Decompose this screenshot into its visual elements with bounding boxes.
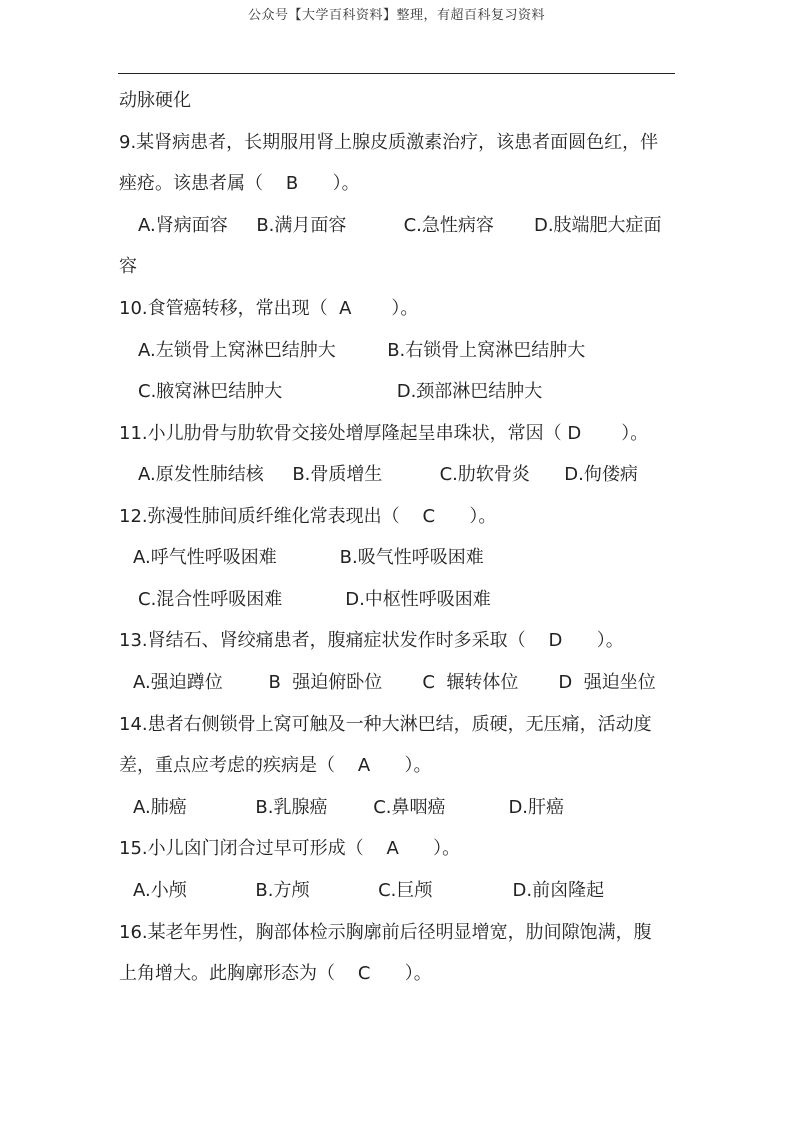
page-header: 公众号【大学百科资料】整理，有超百科复习资料 [247, 8, 545, 23]
question-16-stem-cont: 上角增大。此胸廓形态为（ C ）。 [119, 963, 432, 984]
question-13-stem: 13.肾结石、肾绞痛患者，腹痛症状发作时多采取（ D ）。 [119, 630, 624, 651]
question-11-options: A.原发性肺结核 B.骨质增生 C.肋软骨炎 D.佝偻病 [138, 464, 638, 485]
question-14-stem: 14.患者右侧锁骨上窝可触及一种大淋巴结，质硬，无压痛，活动度 [119, 714, 652, 735]
question-14-stem-cont: 差，重点应考虑的疾病是（ A ）。 [119, 755, 432, 776]
question-9-stem-cont: 痤疮。该患者属（ B ）。 [119, 173, 360, 194]
question-10-stem: 10.食管癌转移，常出现（ A ）。 [119, 298, 419, 319]
header-divider [118, 73, 675, 74]
question-16-stem: 16.某老年男性，胸部体检示胸廓前后径明显增宽，肋间隙饱满，腹 [119, 922, 652, 943]
question-9-stem: 9.某肾病患者，长期服用肾上腺皮质激素治疗，该患者面圆色红，伴 [119, 132, 659, 153]
question-9-options-cont: 容 [119, 256, 137, 277]
question-11-stem: 11.小儿肋骨与肋软骨交接处增厚隆起呈串珠状，常因（ D ）。 [119, 423, 649, 444]
question-9-options: A.肾病面容 B.满月面容 C.急性病容 D.肢端肥大症面 [138, 215, 662, 236]
question-12-options-cd: C.混合性呼吸困难 D.中枢性呼吸困难 [138, 589, 491, 610]
question-12-options-ab: A.呼气性呼吸困难 B.吸气性呼吸困难 [133, 547, 484, 568]
question-10-options-cd: C.腋窝淋巴结肿大 D.颈部淋巴结肿大 [138, 381, 543, 402]
question-15-stem: 15.小儿囟门闭合过早可形成（ A ）。 [119, 838, 461, 859]
question-10-options-ab: A.左锁骨上窝淋巴结肿大 B.右锁骨上窝淋巴结肿大 [138, 340, 586, 361]
question-13-options: A.强迫蹲位 B 强迫俯卧位 C 辗转体位 D 强迫坐位 [133, 672, 656, 693]
question-12-stem: 12.弥漫性肺间质纤维化常表现出（ C ）。 [119, 506, 497, 527]
question-15-options: A.小颅 B.方颅 C.巨颅 D.前囟隆起 [133, 880, 605, 901]
question-14-options: A.肺癌 B.乳腺癌 C.鼻咽癌 D.肝癌 [133, 797, 565, 818]
text-line: 动脉硬化 [119, 90, 191, 111]
